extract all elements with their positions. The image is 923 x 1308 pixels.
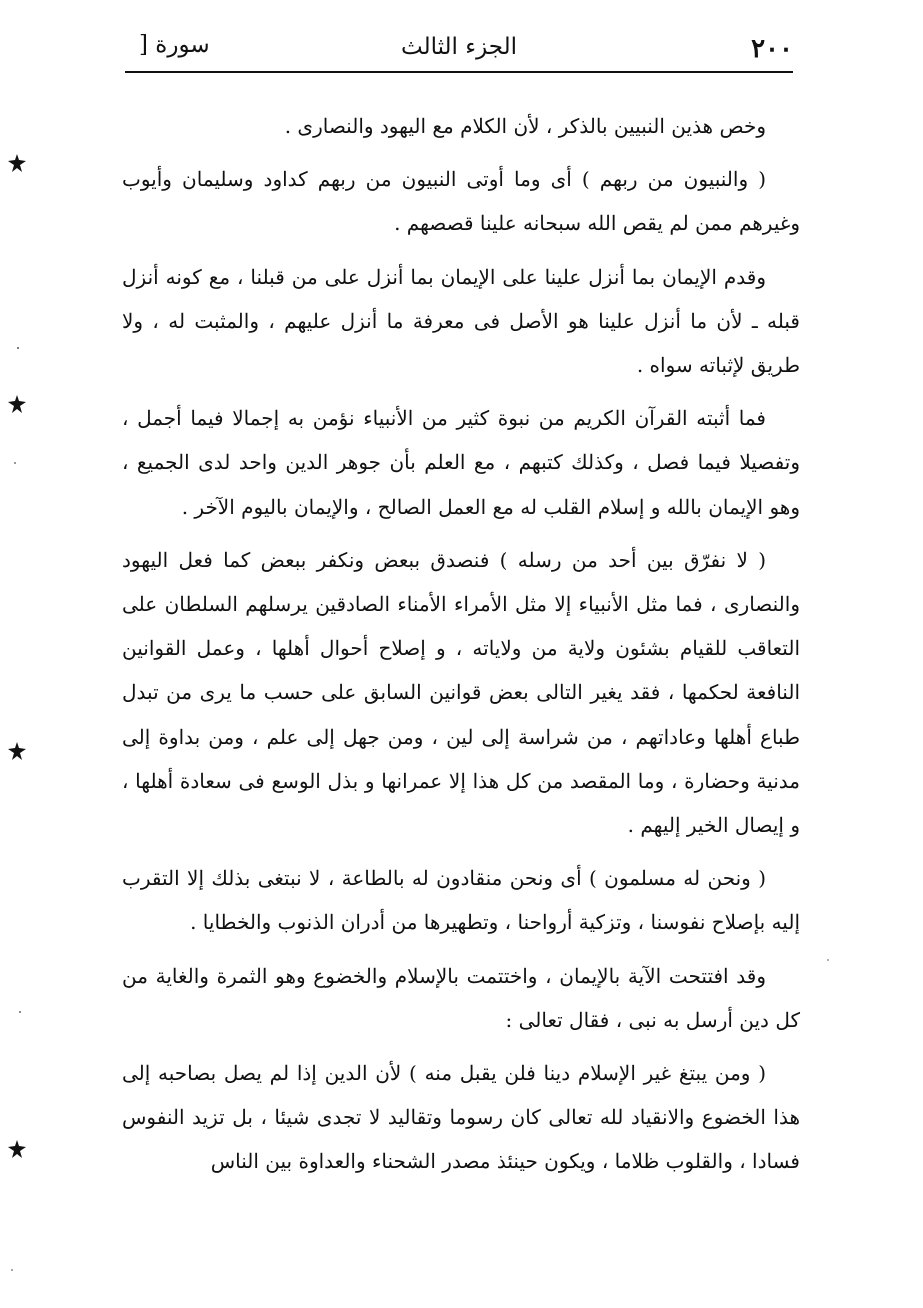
paragraph-5: ( لا نفرّق بين أحد من رسله ) فنصدق ببعض ونكفر ببعض كما فعل اليهود والنصارى ، فما مثل الأنبياء إلا مثل الأمراء الأمناء الصادقين يرسلهم السلطان على التعاقب للقيام بشئون ولاية من ولاياته ، و إصلاح أحوال أهلها ، وعمل القوانين النافعة لحكمها ، فقد يغير التالى بعض قوانين السابق على حسب ما يرى من تبدل طباع أهلها وعاداتهم ، من شراسة إلى لين ، ومن جهل إلى علم ، ومن بداوة إلى مدنية وحضارة ، وما المقصد من كل هذا إلا عمرانها و بذل الوسع فى سعادة أهلها ، و إيصال الخير إليهم . xyxy=(122,547,800,838)
paragraph-3: وقدم الإيمان بما أنزل علينا على الإيمان بما أنزل على من قبلنا ، مع كونه أنزل قبله ـ لأن ما أنزل علينا هو الأصل فى معرفة ما أنزل عليهم ، والمثبت له ، ولا طريق لإثباته سواه . xyxy=(122,264,800,378)
section-bracket: [ xyxy=(139,32,148,58)
paragraph-4: فما أثبته القرآن الكريم من نبوة كثير من الأنبياء نؤمن به إجمالا فيما أجمل ، وتفصيلا فيما فصل ، وكذلك كتبهم ، مع العلم بأن جوهر الدين واحد لدى الجميع ، وهو الإيمان بالله و إسلام القلب له مع العمل الصالح ، والإيمان باليوم الآخر . xyxy=(122,406,800,519)
section-label-text: سورة xyxy=(155,32,210,58)
running-title: الجزء الثالث xyxy=(401,34,517,60)
paragraph-6: ( ونحن له مسلمون ) أى ونحن منقادون له بالطاعة ، لا نبتغى بذلك إلا التقرب إليه بإصلاح نفوسنا ، وتزكية أرواحنا ، وتطهيرها من أدران الذنوب والخطايا . xyxy=(122,866,800,935)
page-number: ٢٠٠ xyxy=(751,34,793,64)
paragraph-1: وخص هذين النبيين بالذكر ، لأن الكلام مع اليهود والنصارى . xyxy=(284,114,766,138)
paragraph-7: وقد افتتحت الآية بالإيمان ، واختتمت بالإسلام والخضوع وهو الثمرة والغاية من كل دين أرسل به نبى ، فقال تعالى : xyxy=(122,963,800,1032)
paragraph-2: ( والنبيون من ربهم ) أى وما أوتى النبيون من ربهم كداود وسليمان وأيوب وغيرهم ممن لم يقص الله سبحانه علينا قصصهم . xyxy=(122,167,800,236)
paragraph-8: ( ومن يبتغ غير الإسلام دينا فلن يقبل منه ) لأن الدين إذا لم يصل بصاحبه إلى هذا الخضوع والانقياد لله تعالى كان رسوما وتقاليد لا تجدى شيئا ، بل تزيد النفوس فسادا ، والقلوب ظلاما ، ويكون حينئذ مصدر الشحناء والعداوة بين الناس xyxy=(122,1061,800,1174)
